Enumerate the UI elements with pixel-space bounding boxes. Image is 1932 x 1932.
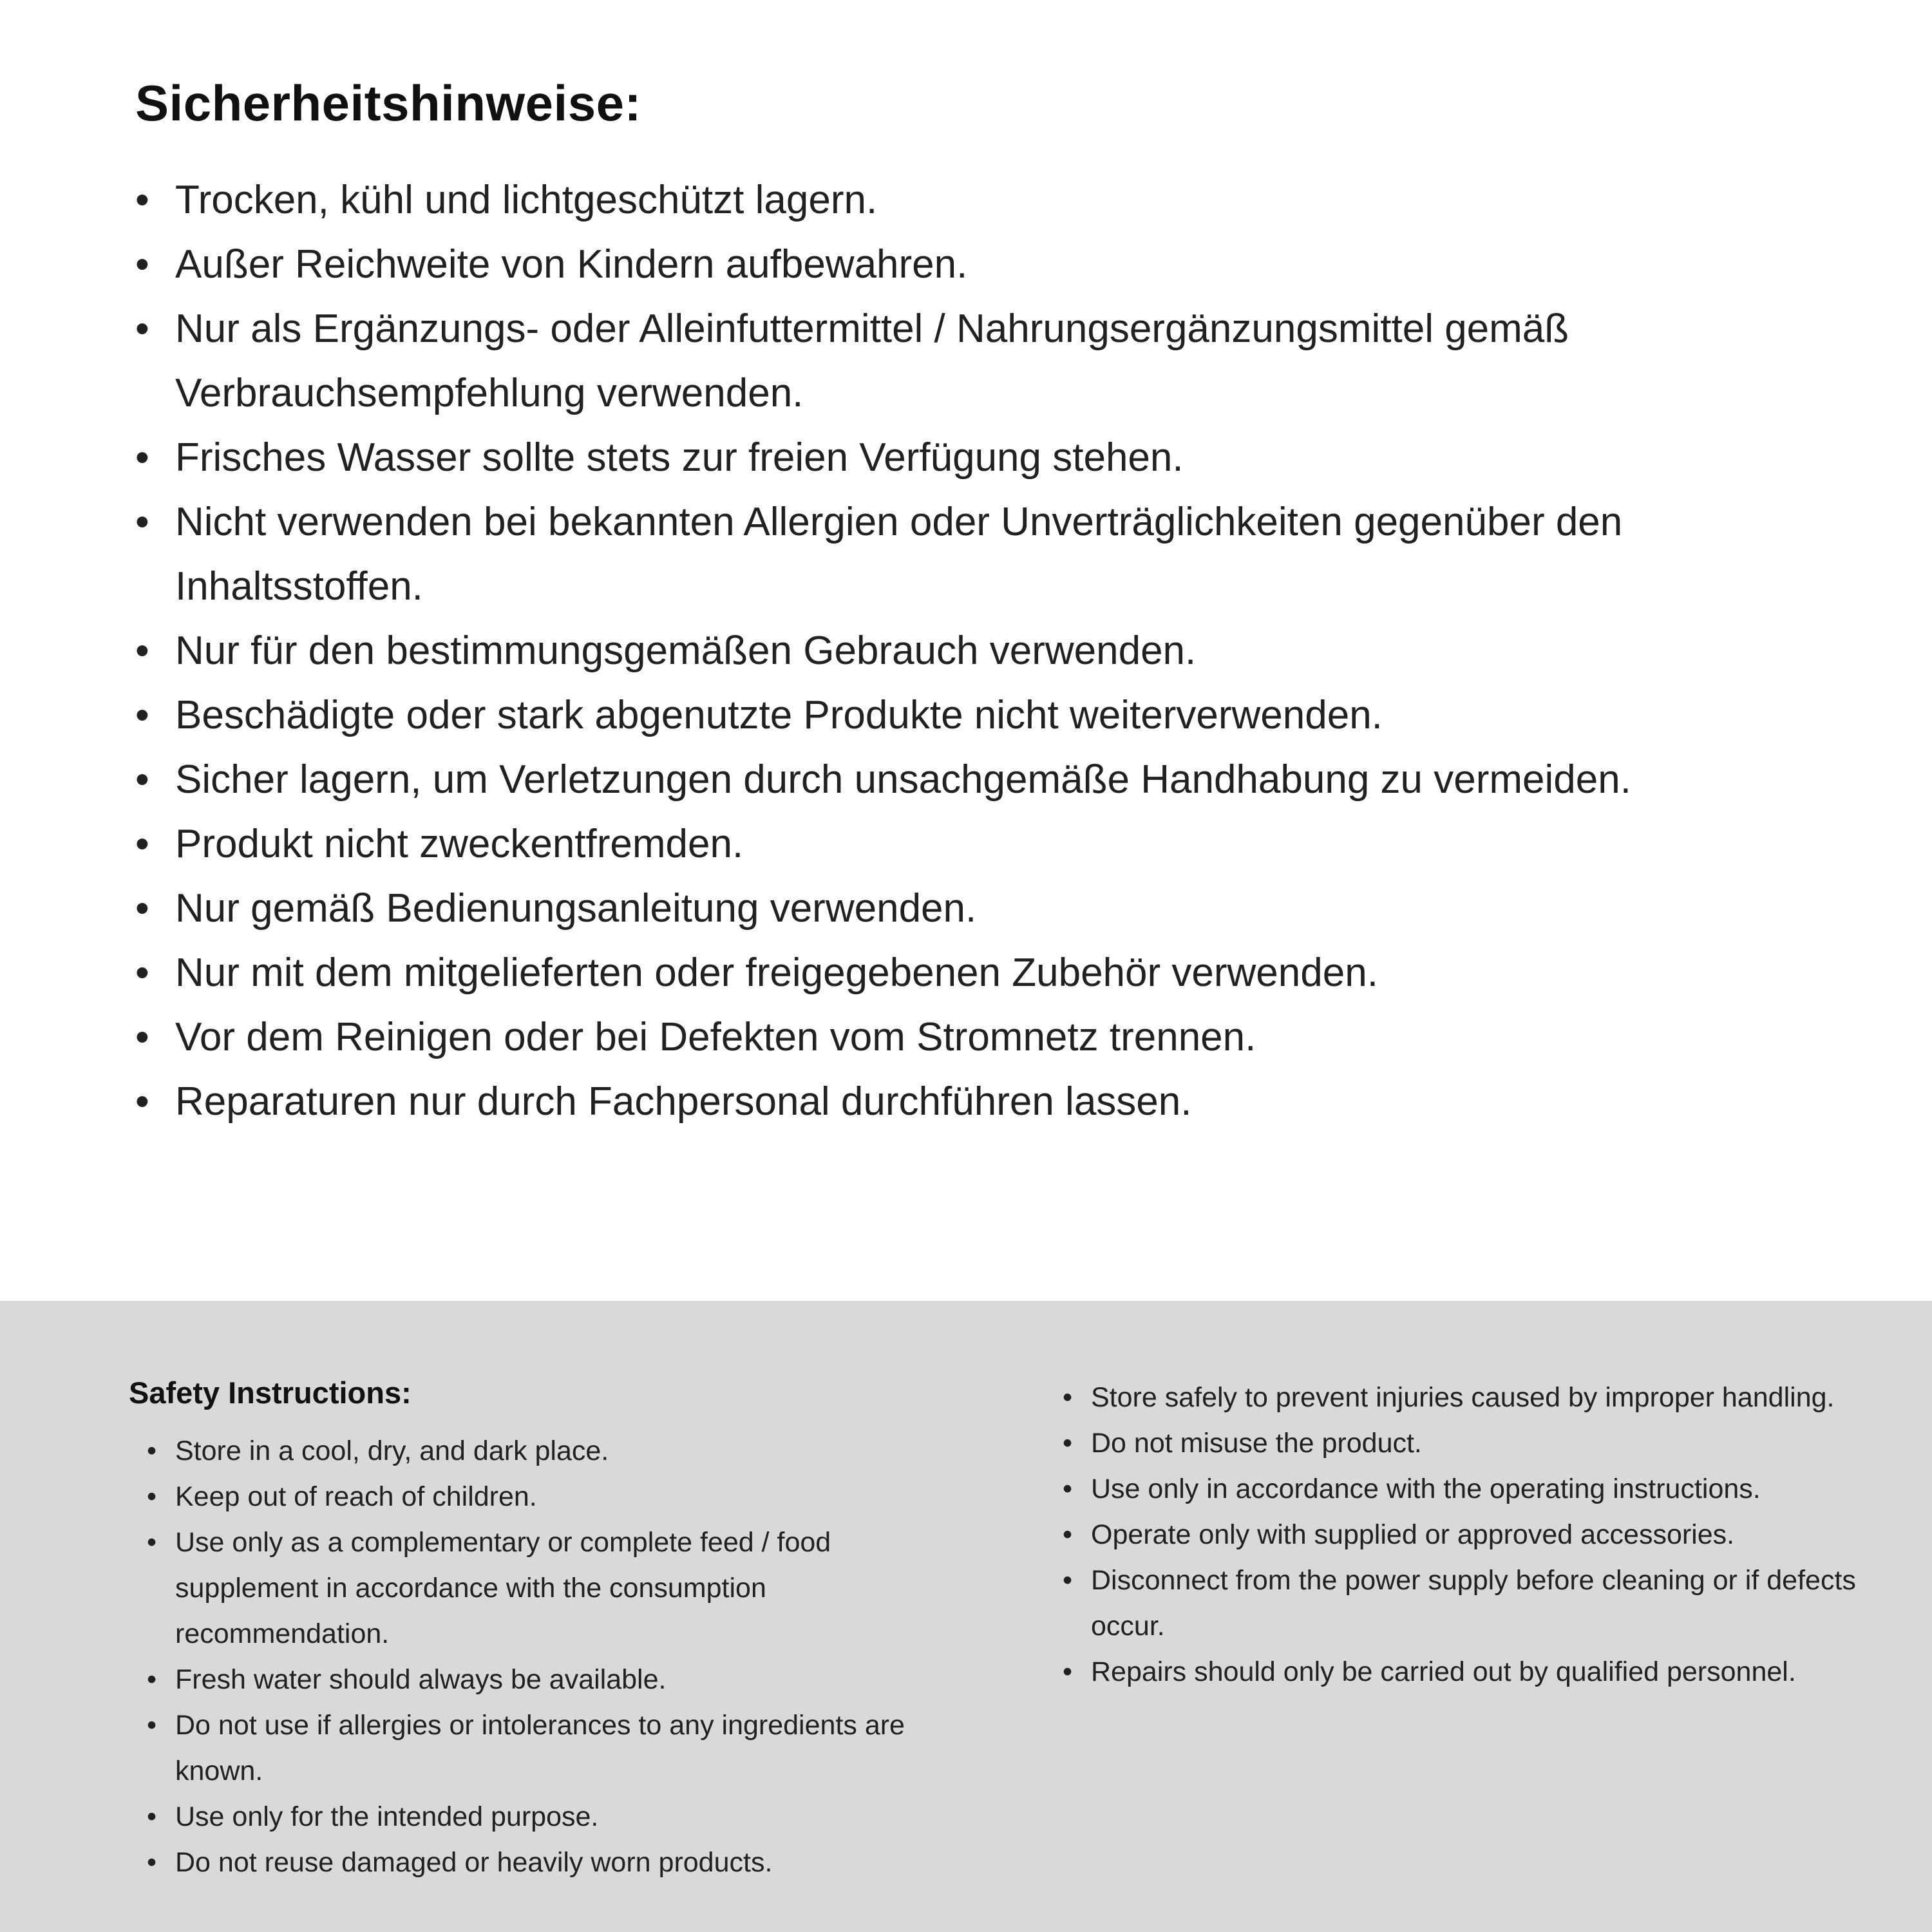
- english-safety-item: • Use only in accordance with the operating instructions.: [1063, 1466, 1874, 1512]
- german-safety-item: • Nur als Ergänzungs- oder Alleinfuttermittel / Nahrungsergänzungsmittel gemäß Verbrauchsempfehlung verwenden.: [135, 297, 1726, 426]
- english-safety-item: • Do not use if allergies or intolerances to any ingredients are known.: [147, 1703, 908, 1794]
- german-safety-item: • Trocken, kühl und lichtgeschützt lagern.: [135, 168, 1726, 232]
- english-safety-item: • Repairs should only be carried out by qualified personnel.: [1063, 1649, 1874, 1695]
- german-safety-item: • Nur mit dem mitgelieferten oder freigegebenen Zubehör verwenden.: [135, 941, 1726, 1005]
- german-safety-item: • Produkt nicht zweckentfremden.: [135, 812, 1726, 876]
- english-safety-item: • Disconnect from the power supply before cleaning or if defects occur.: [1063, 1558, 1874, 1649]
- english-safety-item: • Do not misuse the product.: [1063, 1421, 1874, 1466]
- english-safety-item: • Use only as a complementary or complete feed / food supplement in accordance with the consumption recommendation.: [147, 1520, 908, 1657]
- english-safety-item: • Fresh water should always be available.: [147, 1657, 908, 1703]
- english-safety-section: [0, 1301, 1932, 1932]
- english-safety-item: • Store safely to prevent injuries caused by improper handling.: [1063, 1375, 1874, 1421]
- german-safety-item: • Nicht verwenden bei bekannten Allergien oder Unverträglichkeiten gegenüber den Inhaltsstoffen.: [135, 490, 1726, 619]
- german-safety-item: • Frisches Wasser sollte stets zur freien Verfügung stehen.: [135, 426, 1726, 490]
- german-section-heading: Sicherheitshinweise:: [135, 75, 641, 131]
- english-safety-item: • Keep out of reach of children.: [147, 1474, 908, 1520]
- english-safety-item: • Store in a cool, dry, and dark place.: [147, 1428, 908, 1474]
- english-safety-item: • Operate only with supplied or approved accessories.: [1063, 1512, 1874, 1558]
- english-left-column: [129, 1375, 908, 1886]
- english-section-heading: Safety Instructions:: [129, 1376, 412, 1410]
- english-safety-list-left: [147, 1428, 908, 1886]
- german-safety-item: • Nur für den bestimmungsgemäßen Gebrauch verwenden.: [135, 619, 1726, 683]
- english-right-column: [1063, 1375, 1874, 1695]
- english-safety-list-right: [1063, 1375, 1874, 1695]
- german-safety-item: • Nur gemäß Bedienungsanleitung verwenden.: [135, 876, 1726, 941]
- german-safety-item: • Beschädigte oder stark abgenutzte Produkte nicht weiterverwenden.: [135, 683, 1726, 748]
- german-safety-item: • Außer Reichweite von Kindern aufbewahren.: [135, 232, 1726, 297]
- english-safety-item: • Use only for the intended purpose.: [147, 1794, 908, 1840]
- english-safety-item: • Do not reuse damaged or heavily worn products.: [147, 1840, 908, 1886]
- german-safety-item: • Reparaturen nur durch Fachpersonal durchführen lassen.: [135, 1070, 1726, 1134]
- german-safety-list: [135, 168, 1726, 1134]
- german-safety-item: • Vor dem Reinigen oder bei Defekten vom Stromnetz trennen.: [135, 1005, 1726, 1070]
- german-safety-item: • Sicher lagern, um Verletzungen durch unsachgemäße Handhabung zu vermeiden.: [135, 748, 1726, 812]
